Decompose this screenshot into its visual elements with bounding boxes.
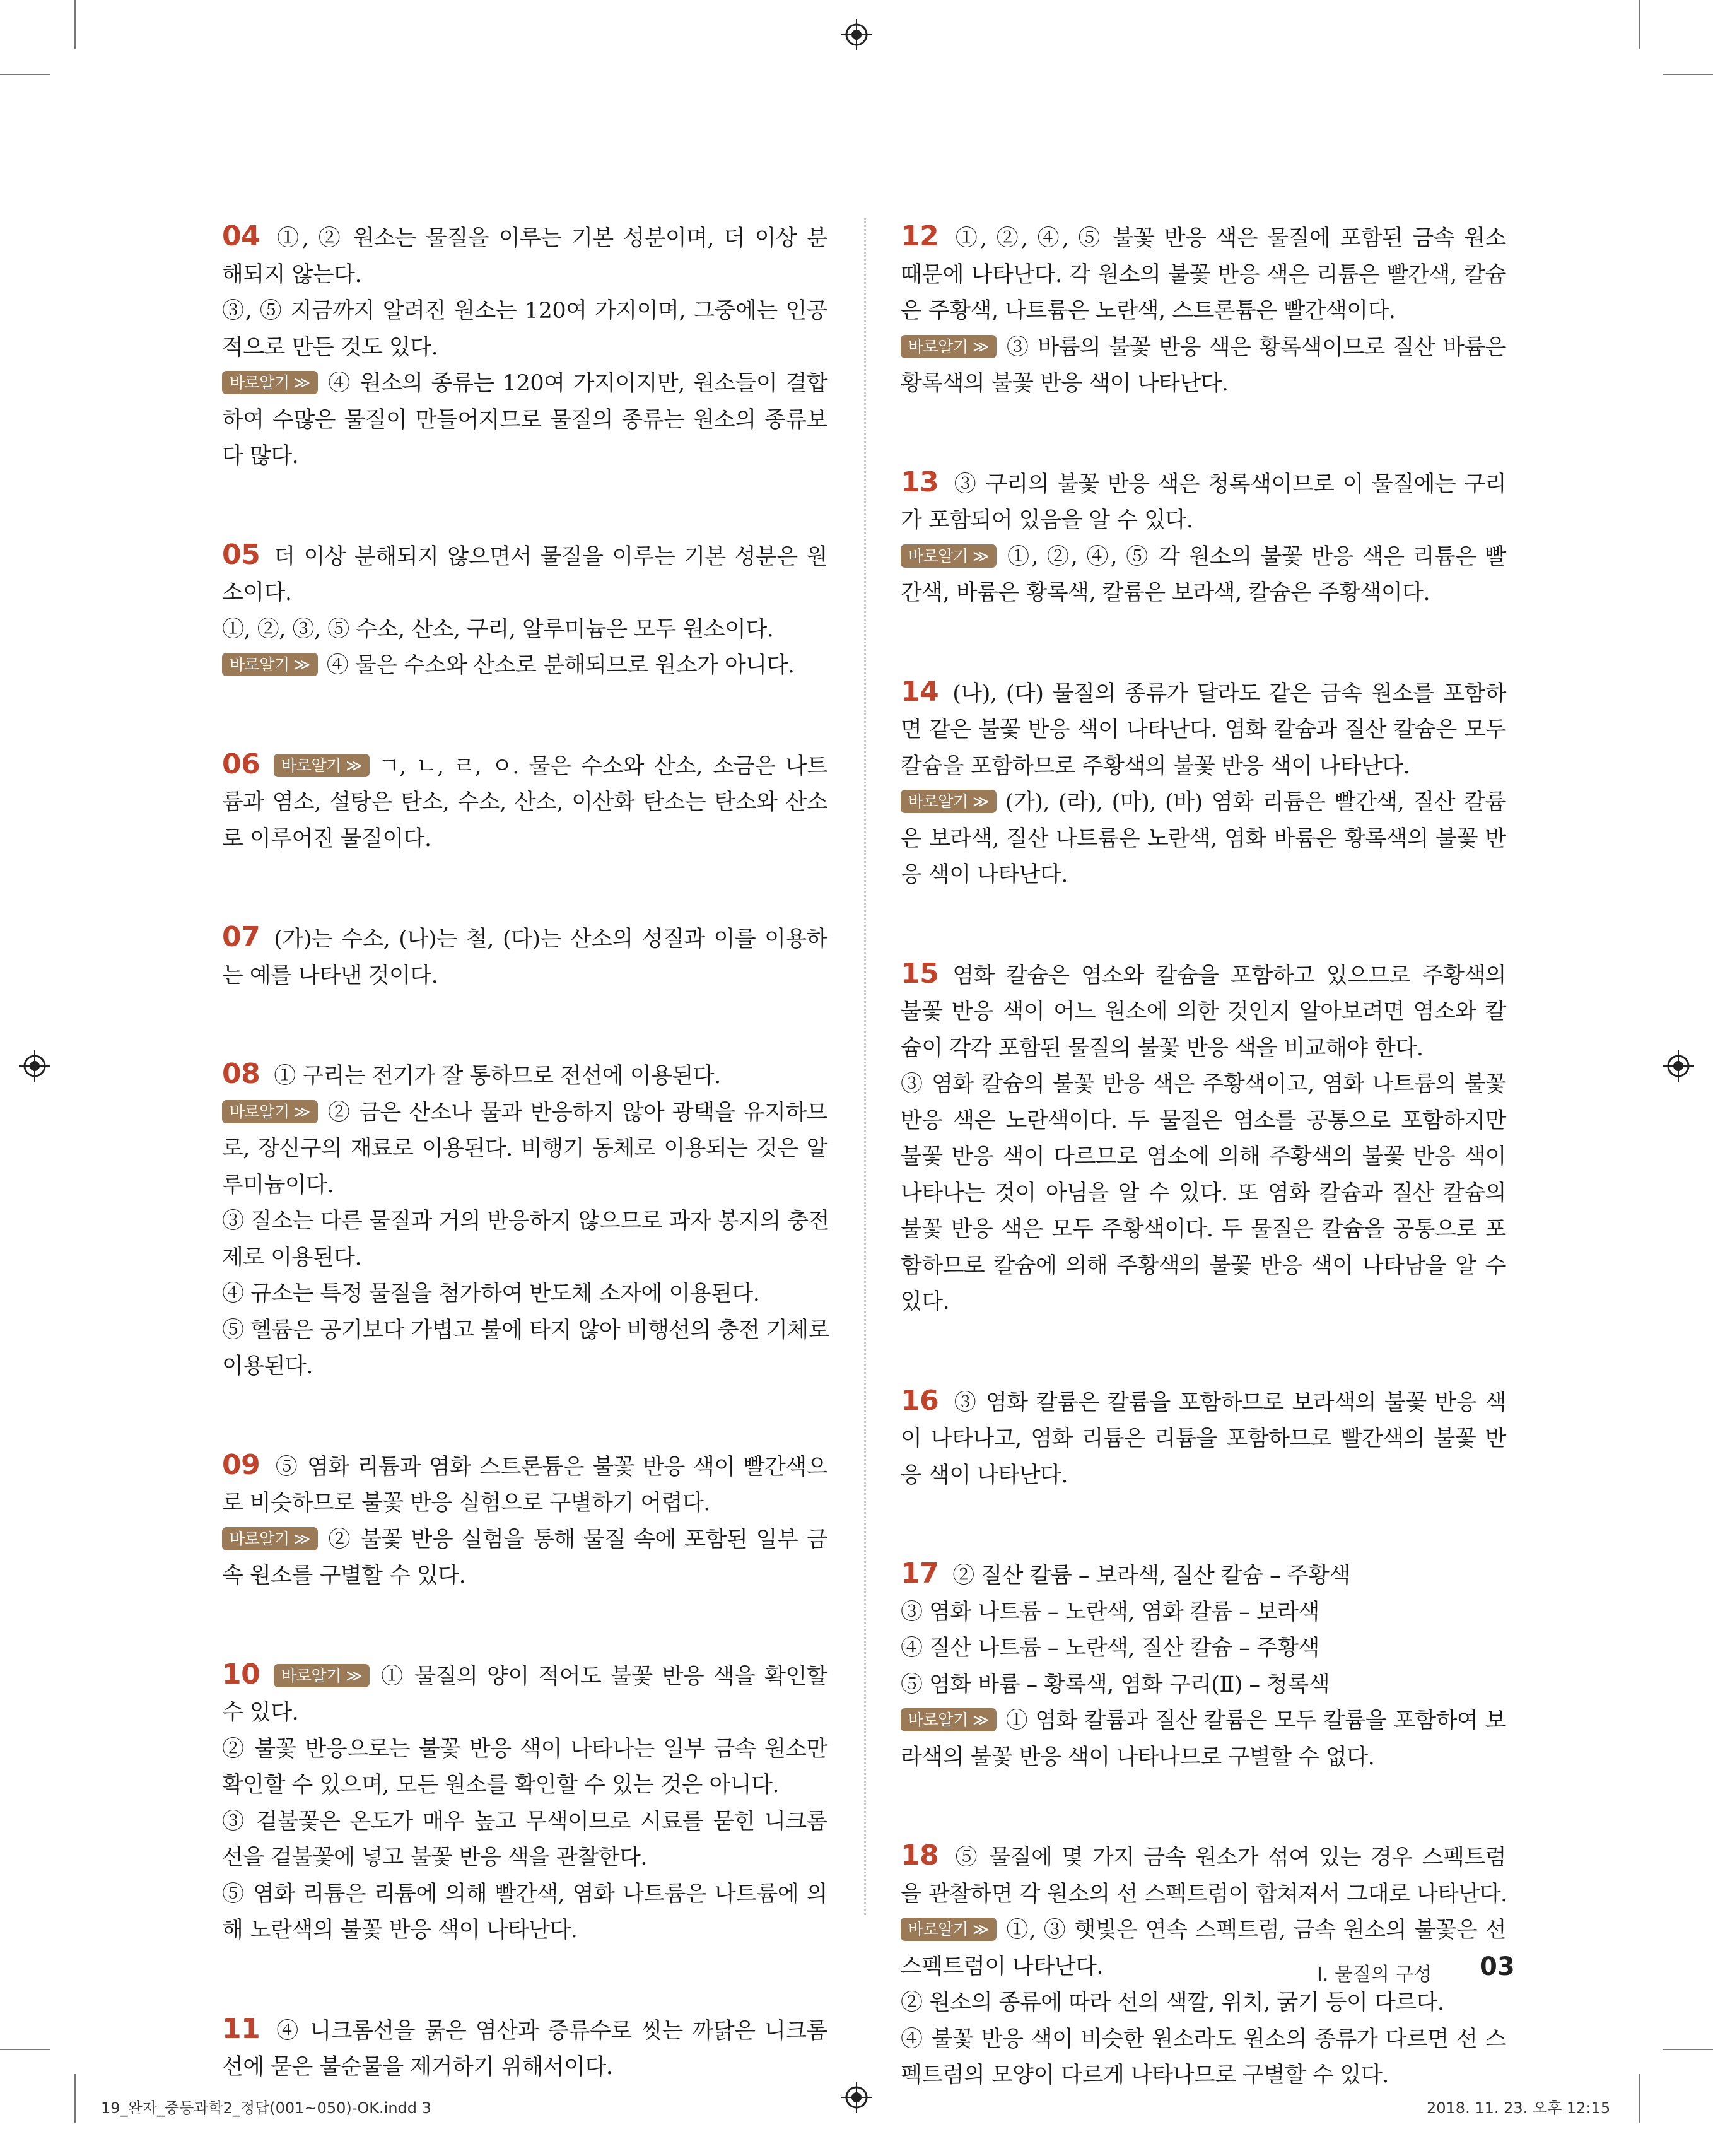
registration-mark-icon (841, 2082, 872, 2113)
slug-filename: 19_완자_중등과학2_정답(001~050)-OK.indd 3 (101, 2099, 431, 2117)
answer-text: 다 많다. (222, 443, 299, 469)
question-number: 12 (901, 220, 939, 252)
correction-badge: 바로알기 ≫ (274, 754, 370, 777)
answer-text: 적으로 만든 것도 있다. (222, 334, 438, 360)
answer-text: ㄱ, ㄴ, ㄹ, ㅇ. 물은 수소와 산소, 소금은 나트 (378, 753, 827, 779)
answer-line (901, 539, 1506, 576)
answer-text: ④ 물은 수소와 산소로 분해되므로 원소가 아니다. (326, 653, 795, 678)
answer-text: ⑤ 염화 바륨 – 황록색, 염화 구리(Ⅱ) – 청록색 (901, 1672, 1330, 1697)
answer-line (222, 1276, 827, 1313)
correction-badge: 바로알기 ≫ (222, 1100, 318, 1123)
answer-text: 불꽃 반응 색이 다르므로 염소에 의해 주황색의 불꽃 반응 색이 (901, 1144, 1506, 1169)
answer-item (901, 1555, 1506, 1776)
answer-line (222, 919, 827, 958)
column-divider (864, 218, 866, 1915)
answer-line (901, 2022, 1506, 2058)
registration-mark-icon (1663, 1050, 1694, 1082)
answer-line (222, 1731, 827, 1768)
answer-text: ⑤ 염화 리튬은 리튬에 의해 빨간색, 염화 나트륨은 나트륨에 의 (222, 1881, 827, 1907)
answer-item (222, 537, 827, 684)
answer-text: (가)는 수소, (나)는 철, (다)는 산소의 성질과 이를 이용하 (274, 927, 827, 952)
question-number: 18 (901, 1839, 939, 1872)
answer-text: 을 관찰하면 각 원소의 선 스펙트럼이 합쳐져서 그대로 나타난다. (901, 1881, 1507, 1907)
answer-line (901, 1837, 1506, 1877)
question-number: 17 (901, 1557, 939, 1590)
answer-line (901, 1067, 1506, 1103)
answer-text: 수 있다. (222, 1700, 299, 1725)
answer-line (222, 1131, 827, 1168)
answer-item (901, 956, 1506, 1321)
answer-text: 소이다. (222, 580, 292, 606)
answer-text: 로 이루어진 물질이다. (222, 826, 431, 852)
answer-line (222, 1767, 827, 1804)
answer-line (222, 2011, 827, 2050)
answer-line (901, 1458, 1506, 1494)
answer-text: ①, ②, ④, ⑤ 불꽃 반응 색은 물질에 포함된 금속 원소 (952, 226, 1506, 251)
answer-text: ③ 바륨의 불꽃 반응 색은 황록색이므로 질산 바륨은 (1005, 334, 1506, 360)
answer-text: ② 불꽃 반응으로는 불꽃 반응 색이 나타나는 일부 금속 원소만 (222, 1736, 827, 1762)
crop-mark (1663, 2049, 1713, 2050)
question-number: 07 (222, 921, 260, 953)
left-answer-column (222, 218, 827, 2148)
answer-text: ② 질산 칼륨 – 보라색, 질산 칼슘 – 주황색 (952, 1563, 1350, 1588)
answer-line (222, 402, 827, 439)
answer-text: ① 물질의 양이 적어도 불꽃 반응 색을 확인할 (378, 1663, 827, 1689)
correction-badge: 바로알기 ≫ (222, 371, 318, 394)
answer-text: ③ 염화 칼륨은 칼륨을 포함하므로 보라색의 불꽃 반응 색 (952, 1390, 1506, 1415)
answer-text: ⑤ 헬륨은 공기보다 가볍고 불에 타지 않아 비행선의 충전 기체로 (222, 1317, 829, 1343)
answer-text: ③ 염화 나트륨 – 노란색, 염화 칼륨 – 보라색 (901, 1599, 1319, 1625)
answer-line (222, 1522, 827, 1559)
answer-text: 는 예를 나타낸 것이다. (222, 963, 438, 988)
answer-line (222, 1913, 827, 1949)
answer-text: 선을 겉불꽃에 넣고 불꽃 반응 색을 관찰한다. (222, 1845, 647, 1870)
answer-line (901, 712, 1506, 749)
answer-text: 나타나는 것이 아님을 알 수 있다. 또 염화 칼슘과 질산 칼슘의 (901, 1180, 1506, 1206)
answer-line (222, 1840, 827, 1877)
correction-badge: 바로알기 ≫ (222, 1527, 318, 1550)
answer-text: 로 비슷하므로 불꽃 반응 실험으로 구별하기 어렵다. (222, 1491, 710, 1516)
answer-line (222, 1447, 827, 1486)
answer-line (901, 575, 1506, 612)
answer-text: 있다. (901, 1289, 950, 1315)
answer-line (901, 1421, 1506, 1458)
answer-text: ⑤ 염화 리튬과 염화 스트론튬은 불꽃 반응 색이 빨간색으 (274, 1454, 827, 1480)
answer-line (901, 785, 1506, 821)
answer-line (901, 2058, 1506, 2094)
answer-line (222, 1877, 827, 1913)
answer-text: ② 불꽃 반응 실험을 통해 물질 속에 포함된 일부 금 (326, 1526, 827, 1552)
answer-line (222, 366, 827, 402)
answer-text: 확인할 수 있으며, 모든 원소를 확인할 수 있는 것은 아니다. (222, 1772, 780, 1798)
question-number: 08 (222, 1058, 260, 1090)
answer-text: 루미늄이다. (222, 1172, 334, 1198)
answer-line (901, 366, 1506, 402)
answer-line (901, 1595, 1506, 1631)
crop-mark (74, 0, 76, 49)
crop-mark (74, 2074, 76, 2123)
answer-text: ② 금은 산소나 물과 반응하지 않아 광택을 유지하므 (326, 1099, 827, 1125)
answer-text: 은 보라색, 질산 나트륨은 노란색, 염화 바륨은 황록색의 불꽃 반 (901, 826, 1506, 852)
answer-text: 륨과 염소, 설탕은 탄소, 수소, 산소, 이산화 탄소는 탄소와 산소 (222, 790, 827, 815)
answer-line (222, 1168, 827, 1204)
answer-item (222, 1656, 827, 1949)
answer-text: ④ 불꽃 반응 색이 비슷한 원소라도 원소의 종류가 다르면 선 스 (901, 2026, 1506, 2052)
answer-line (901, 218, 1506, 257)
answer-text: 응 색이 나타난다. (901, 1462, 1068, 1488)
answer-text: ④ 니크롬선을 묽은 염산과 증류수로 씻는 까닭은 니크롬 (274, 2018, 827, 2044)
answer-line (222, 785, 827, 821)
answer-item (222, 919, 827, 994)
answer-text: 불꽃 반응 색이 어느 원소에 의한 것인지 알아보려면 염소와 칼 (901, 999, 1506, 1024)
crop-mark (1663, 74, 1713, 75)
answer-line (222, 1204, 827, 1240)
answer-text: 간색, 바륨은 황록색, 칼륨은 보라색, 칼슘은 주황색이다. (901, 580, 1430, 606)
answer-line (901, 674, 1506, 713)
correction-badge: 바로알기 ≫ (901, 544, 997, 568)
answer-text: ③ 겉불꽃은 온도가 매우 높고 무색이므로 시료를 묻힌 니크롬 (222, 1808, 827, 1834)
answer-line (222, 257, 827, 294)
answer-line (222, 1695, 827, 1731)
answer-text: 면 같은 불꽃 반응 색이 나타난다. 염화 칼슘과 질산 칼슘은 모두 (901, 717, 1506, 742)
correction-badge: 바로알기 ≫ (222, 653, 318, 676)
answer-line (901, 503, 1506, 539)
answer-text: 제로 이용된다. (222, 1245, 362, 1270)
answer-item (901, 674, 1506, 894)
answer-line (901, 1913, 1506, 1949)
answer-line (901, 749, 1506, 785)
answer-text: 로, 장신구의 재료로 이용된다. 비행기 동체로 이용되는 것은 알 (222, 1136, 827, 1161)
answer-text: ③, ⑤ 지금까지 알려진 원소는 120여 가지이며, 그중에는 인공 (222, 298, 827, 324)
answer-text: 은 주황색, 나트륨은 노란색, 스트론튬은 빨간색이다. (901, 298, 1396, 324)
answer-text: ① 염화 칼륨과 질산 칼륨은 모두 칼륨을 포함하여 보 (1005, 1708, 1506, 1733)
answer-line (222, 293, 827, 330)
answer-line (901, 1248, 1506, 1285)
answer-text: ③ 염화 칼슘의 불꽃 반응 색은 주황색이고, 염화 나트륨의 불꽃 (901, 1072, 1506, 1097)
answer-line (222, 1558, 827, 1595)
answer-line (222, 648, 827, 684)
answer-line (901, 293, 1506, 330)
answer-item (222, 1056, 827, 1385)
answer-line (222, 438, 827, 475)
right-answer-column (901, 218, 1506, 2156)
answer-line (222, 612, 827, 648)
answer-line (222, 1349, 827, 1385)
answer-line (222, 821, 827, 858)
answer-line (901, 1667, 1506, 1704)
answer-text: 더 이상 분해되지 않으면서 물질을 이루는 기본 성분은 원 (274, 544, 827, 570)
answer-item (222, 2011, 827, 2086)
answer-line (222, 1485, 827, 1522)
question-number: 15 (901, 957, 939, 990)
correction-badge: 바로알기 ≫ (901, 335, 997, 358)
correction-badge: 바로알기 ≫ (901, 790, 997, 813)
question-number: 05 (222, 538, 260, 571)
answer-line (901, 330, 1506, 366)
answer-line (901, 1555, 1506, 1595)
answer-line (222, 218, 827, 257)
answer-text: 염화 칼슘은 염소와 칼슘을 포함하고 있으므로 주황색의 (952, 963, 1506, 988)
answer-line (222, 958, 827, 995)
registration-mark-icon (841, 19, 872, 50)
answer-text: ⑤ 물질에 몇 가지 금속 원소가 섞여 있는 경우 스펙트럼 (952, 1845, 1506, 1870)
correction-badge: 바로알기 ≫ (901, 1708, 997, 1731)
answer-line (901, 956, 1506, 995)
answer-line (222, 746, 827, 785)
answer-text: 황록색의 불꽃 반응 색이 나타난다. (901, 371, 1229, 396)
answer-line (901, 821, 1506, 858)
answer-line (901, 1985, 1506, 2022)
crop-mark (0, 2049, 50, 2050)
question-number: 11 (222, 2012, 260, 2045)
footer-section-title: Ⅰ. 물질의 구성 (1317, 1964, 1432, 1986)
question-number: 14 (901, 675, 939, 708)
answer-line (901, 464, 1506, 503)
answer-text: ①, ②, ③, ⑤ 수소, 산소, 구리, 알루미늄은 모두 원소이다. (222, 616, 774, 642)
answer-line (901, 1740, 1506, 1776)
answer-text: 반응 색은 노란색이다. 두 물질은 염소를 공통으로 포함하지만 (901, 1108, 1506, 1134)
answer-line (222, 1240, 827, 1277)
answer-text: ①, ②, ④, ⑤ 각 원소의 불꽃 반응 색은 리튬은 빨 (1005, 544, 1506, 570)
answer-text: 이용된다. (222, 1354, 313, 1379)
question-number: 16 (901, 1384, 939, 1417)
page-number: 03 (1480, 1952, 1515, 1981)
answer-text: 슘이 각각 포함된 물질의 불꽃 반응 색을 비교해야 한다. (901, 1035, 1424, 1061)
registration-mark-icon (19, 1050, 50, 1082)
answer-line (901, 257, 1506, 294)
answer-text: 함하므로 칼슘에 의해 주황색의 불꽃 반응 색이 나타남을 알 수 (901, 1253, 1506, 1279)
answer-text: ①, ③ 햇빛은 연속 스펙트럼, 금속 원소의 불꽃은 선 (1005, 1918, 1506, 1943)
crop-mark (1639, 0, 1640, 49)
answer-text: ② 원소의 종류에 따라 선의 색깔, 위치, 굵기 등이 다르다. (901, 1990, 1444, 2015)
answer-text: 선에 묻은 불순물을 제거하기 위해서이다. (222, 2054, 613, 2080)
answer-line (901, 1212, 1506, 1248)
answer-text: 때문에 나타난다. 각 원소의 불꽃 반응 색은 리튬은 빨간색, 칼슘 (901, 262, 1506, 288)
question-number: 13 (901, 466, 939, 498)
answer-line (901, 1631, 1506, 1667)
answer-line (222, 537, 827, 576)
answer-line (901, 1383, 1506, 1422)
crop-mark (0, 74, 50, 75)
answer-line (222, 575, 827, 612)
answer-text: ③ 질소는 다른 물질과 거의 반응하지 않으므로 과자 봉지의 충전 (222, 1209, 829, 1234)
answer-line (901, 857, 1506, 894)
correction-badge: 바로알기 ≫ (274, 1664, 370, 1687)
answer-line (222, 1313, 827, 1349)
question-number: 10 (222, 1658, 260, 1690)
question-number: 06 (222, 747, 260, 780)
answer-item (222, 218, 827, 475)
answer-text: 이 나타나고, 염화 리튬은 리튬을 포함하므로 빨간색의 불꽃 반 (901, 1426, 1506, 1451)
answer-text: 펙트럼의 모양이 다르게 나타나므로 구별할 수 있다. (901, 2063, 1389, 2088)
answer-text: ④ 규소는 특정 물질을 첨가하여 반도체 소자에 이용된다. (222, 1281, 760, 1306)
answer-item (222, 1447, 827, 1595)
answer-line (901, 994, 1506, 1031)
answer-item (901, 1383, 1506, 1494)
answer-text: ①, ② 원소는 물질을 이루는 기본 성분이며, 더 이상 분 (274, 226, 827, 251)
answer-text: (가), (라), (마), (바) 염화 리튬은 빨간색, 질산 칼륨 (1005, 790, 1506, 815)
answer-text: 응 색이 나타난다. (901, 862, 1068, 888)
answer-line (222, 1656, 827, 1696)
answer-line (222, 1056, 827, 1095)
answer-line (222, 2049, 827, 2086)
slug-date: 2018. 11. 23. 오후 12:15 (1427, 2099, 1611, 2117)
answer-text: 가 포함되어 있음을 알 수 있다. (901, 508, 1193, 533)
answer-line (901, 1703, 1506, 1740)
answer-line (222, 1804, 827, 1841)
answer-item (222, 746, 827, 858)
correction-badge: 바로알기 ≫ (901, 1918, 997, 1941)
answer-text: 해 노란색의 불꽃 반응 색이 나타난다. (222, 1918, 578, 1943)
answer-line (901, 1284, 1506, 1321)
answer-line (901, 1031, 1506, 1067)
answer-item (901, 464, 1506, 612)
answer-text: 불꽃 반응 색은 모두 주황색이다. 두 물질은 칼슘을 공통으로 포 (901, 1217, 1506, 1242)
answer-line (222, 1095, 827, 1132)
answer-text: 스펙트럼이 나타난다. (901, 1954, 1104, 1979)
answer-text: 칼슘을 포함하므로 주황색의 불꽃 반응 색이 나타난다. (901, 753, 1410, 779)
answer-line (901, 1877, 1506, 1913)
crop-mark (1639, 2074, 1640, 2123)
question-number: 04 (222, 220, 260, 252)
question-number: 09 (222, 1448, 260, 1481)
answer-text: 라색의 불꽃 반응 색이 나타나므로 구별할 수 없다. (901, 1744, 1375, 1770)
answer-line (901, 1103, 1506, 1140)
answer-text: 해되지 않는다. (222, 262, 362, 288)
answer-text: ③ 구리의 불꽃 반응 색은 청록색이므로 이 물질에는 구리 (952, 471, 1506, 497)
answer-line (222, 330, 827, 366)
answer-item (901, 218, 1506, 402)
answer-line (901, 1176, 1506, 1212)
answer-text: (나), (다) 물질의 종류가 달라도 같은 금속 원소를 포함하 (952, 681, 1506, 706)
answer-text: ④ 질산 나트륨 – 노란색, 질산 칼슘 – 주황색 (901, 1636, 1319, 1661)
answer-line (901, 1139, 1506, 1176)
answer-text: 하여 수많은 물질이 만들어지므로 물질의 종류는 원소의 종류보 (222, 407, 827, 433)
answer-text: ① 구리는 전기가 잘 통하므로 전선에 이용된다. (274, 1063, 721, 1089)
answer-text: ④ 원소의 종류는 120여 가지이지만, 원소들이 결합 (326, 371, 827, 396)
answer-text: 속 원소를 구별할 수 있다. (222, 1563, 466, 1588)
